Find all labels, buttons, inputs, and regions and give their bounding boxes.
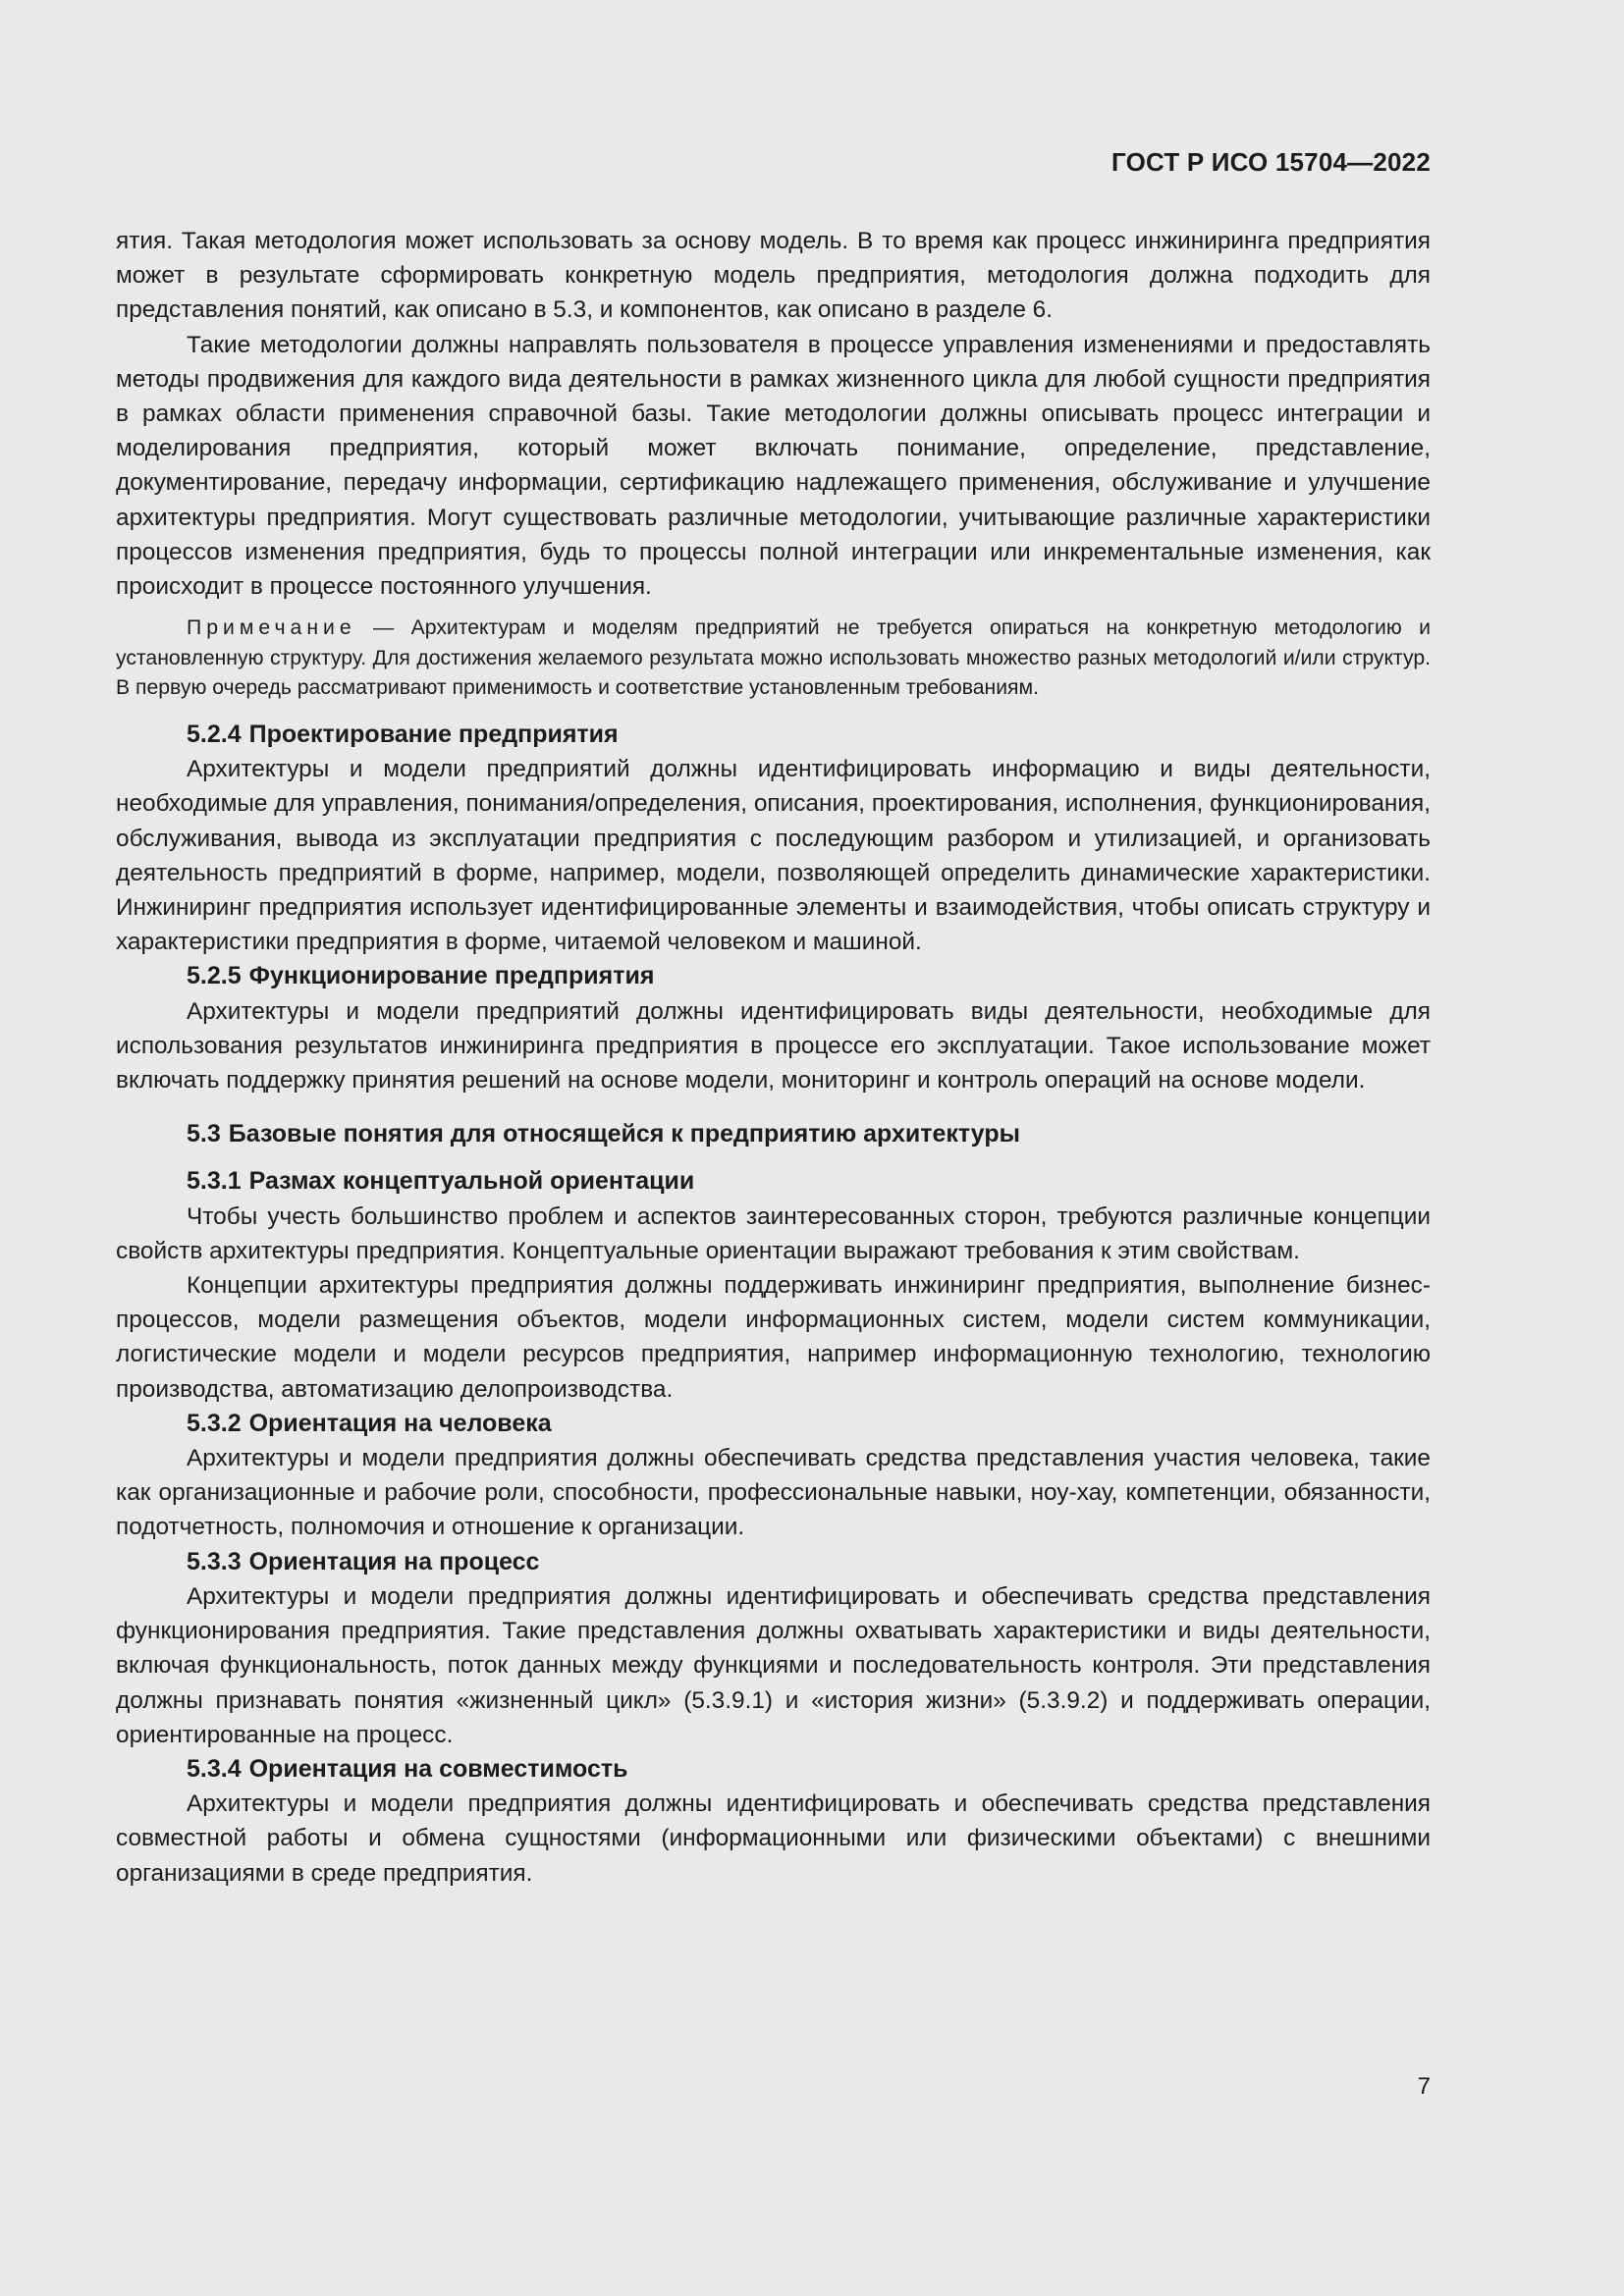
section-number: 5.2.5 <box>187 962 242 990</box>
paragraph-5-3-1-b: Концепции архитектуры предприятия должны поддерживать инжиниринг предприятия, выполнение бизнес-процессов, модели размещения объектов, модели информационных систем, модели систем коммуникации, логистические модели и модели ресурсов предприятия, например информационную технологию, технологию производства, автоматизацию делопроизводства. <box>116 1272 1431 1403</box>
section-title: Функционирование предприятия <box>248 962 655 990</box>
section-number: 5.3 <box>187 1120 221 1148</box>
section-heading-5-3 <box>116 1117 1431 1151</box>
section-title: Ориентация на совместимость <box>248 1754 628 1783</box>
section-number: 5.2.4 <box>187 721 242 749</box>
section-title: Базовые понятия для относящейся к предприятию архитектуры <box>228 1120 1020 1148</box>
section-number: 5.3.1 <box>187 1167 242 1196</box>
page-number: 7 <box>1417 2073 1431 2100</box>
section-number: 5.3.4 <box>187 1754 242 1783</box>
note-label: Примечание <box>187 616 356 640</box>
document-body <box>116 224 1431 1891</box>
section-title: Проектирование предприятия <box>248 721 619 749</box>
note-text: — Архитектурам и моделям предприятий не требуется опираться на конкретную методологию и установленную структуру. Для достижения желаемого результата можно использовать множество разных методологий и/или структур. В первую очередь рассматривают применимость и соответствие установленным требованиям. <box>116 616 1431 700</box>
paragraph-5-3-4: Архитектуры и модели предприятия должны идентифицировать и обеспечивать средства представления совместной работы и обмена сущностями (информационными или физическими объектами) с внешними организациями в среде предприятия. <box>116 1790 1431 1887</box>
section-heading-5-3-4 <box>116 1752 1431 1787</box>
paragraph-5-2-4: Архитектуры и модели предприятий должны идентифицировать информацию и виды деятельности, необходимые для управления, понимания/определения, описания, проектирования, исполнения, функционирования, обслуживания, вывода из эксплуатации предприятия с последующим разбором и утилизацией, и организовать деятельность предприятий в форме, например, модели, позволяющей определить динамические характеристики. Инжиниринг предприятия использует идентифицированные элементы и взаимодействия, чтобы описать структуру и характеристики предприятия в форме, читаемой человеком и машиной. <box>116 756 1431 956</box>
paragraph-continuation: ятия. Такая методология может использовать за основу модель. В то время как процесс инжиниринга предприятия может в результате сформировать конкретную модель предприятия, методология должна подходить для представления понятий, как описано в 5.3, и компонентов, как описано в разделе 6. <box>116 228 1431 324</box>
paragraph-methodologies: Такие методологии должны направлять пользователя в процессе управления изменениями и предоставлять методы продвижения для каждого вида деятельности в рамках жизненного цикла для любой сущности предприятия в рамках области применения справочной базы. Такие методологии должны описывать процесс интеграции и моделирования предприятия, который может включать понимание, определение, представление, документирование, передачу информации, сертификацию надлежащего применения, обслуживание и улучшение архитектуры предприятия. Могут существовать различные методологии, учитывающие различные характеристики процессов изменения предприятия, будь то процессы полной интеграции или инкрементальные изменения, как происходит в процессе постоянного улучшения. <box>116 331 1431 601</box>
note-block <box>116 614 1431 704</box>
section-title: Ориентация на человека <box>248 1409 552 1437</box>
paragraph-5-2-5: Архитектуры и модели предприятий должны идентифицировать виды деятельности, необходимые для использования результатов инжиниринга предприятия в процессе его эксплуатации. Такое использование может включать поддержку принятия решений на основе модели, мониторинг и контроль операций на основе модели. <box>116 997 1431 1095</box>
paragraph-5-3-3: Архитектуры и модели предприятия должны идентифицировать и обеспечивать средства представления функционирования предприятия. Такие представления должны охватывать характеристики и виды деятельности, включая функциональность, поток данных между функциями и последовательность контроля. Эти представления должны признавать понятия «жизненный цикл» (5.3.9.1) и «история жизни» (5.3.9.2) и поддерживать операции, ориентированные на процесс. <box>116 1582 1431 1748</box>
paragraph-5-3-1-a: Чтобы учесть большинство проблем и аспектов заинтересованных сторон, требуются различные концепции свойств архитектуры предприятия. Концептуальные ориентации выражают требования к этим свойствам. <box>116 1202 1431 1264</box>
section-title: Ориентация на процесс <box>248 1547 540 1575</box>
section-number: 5.3.3 <box>187 1547 242 1575</box>
section-heading-5-2-4 <box>116 718 1431 752</box>
section-heading-5-3-3 <box>116 1545 1431 1579</box>
section-number: 5.3.2 <box>187 1409 242 1437</box>
paragraph-5-3-2: Архитектуры и модели предприятия должны обеспечивать средства представления участия человека, такие как организационные и рабочие роли, способности, профессиональные навыки, ноу-хау, компетенции, обязанности, подотчетность, полномочия и отношение к организации. <box>116 1445 1431 1541</box>
section-heading-5-3-2 <box>116 1407 1431 1441</box>
section-heading-5-2-5 <box>116 959 1431 993</box>
section-title: Размах концептуальной ориентации <box>248 1167 695 1196</box>
section-heading-5-3-1 <box>116 1164 1431 1199</box>
document-header: ГОСТ Р ИСО 15704—2022 <box>1110 147 1431 177</box>
